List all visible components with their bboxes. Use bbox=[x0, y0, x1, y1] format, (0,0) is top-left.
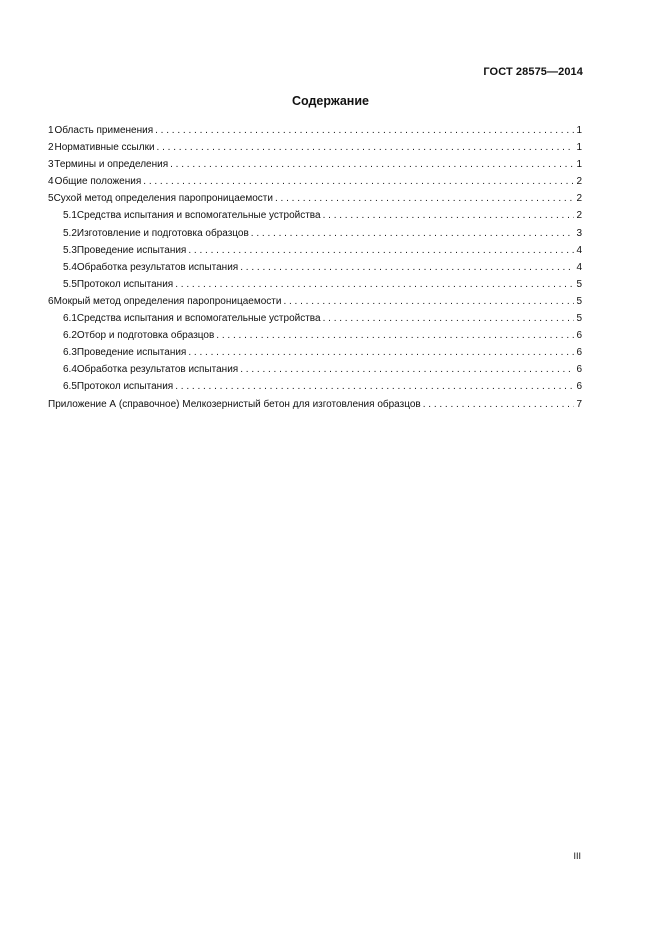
toc-title: Содержание bbox=[291, 94, 369, 108]
toc-leader-dots bbox=[155, 122, 574, 139]
toc-entry-text: Проведение испытания bbox=[76, 244, 187, 256]
toc-entry-number: 6.2 bbox=[63, 330, 77, 342]
toc-entry-page: 3 bbox=[576, 227, 582, 239]
toc-entry[interactable] bbox=[48, 293, 582, 310]
toc-entry-text: Средства испытания и вспомогательные устройства bbox=[76, 210, 321, 222]
toc-entry-page: 5 bbox=[576, 278, 582, 290]
toc-leader-dots bbox=[175, 276, 574, 293]
toc-entry-text: Приложение А (справочное) Мелкозернистый бетон для изготовления образцов bbox=[48, 398, 421, 410]
toc-entry[interactable] bbox=[48, 344, 582, 361]
toc-entry-page: 4 bbox=[576, 244, 582, 256]
toc-entry[interactable] bbox=[48, 225, 582, 242]
toc-entry-text: Проведение испытания bbox=[76, 347, 187, 359]
toc-entry-text: Обработка результатов испытания bbox=[76, 261, 239, 273]
toc-entry-text: Средства испытания и вспомогательные устройства bbox=[76, 313, 321, 325]
toc-entry-page: 7 bbox=[576, 398, 582, 410]
toc-entry-page: 6 bbox=[576, 347, 582, 359]
toc-entry-text: Отбор и подготовка образцов bbox=[76, 330, 215, 342]
toc-entry[interactable] bbox=[48, 259, 582, 276]
toc-entry-page: 1 bbox=[576, 142, 582, 154]
toc-entry-number: 1 bbox=[48, 125, 54, 136]
toc-entry-number: 5.2 bbox=[63, 227, 77, 239]
toc-leader-dots bbox=[423, 396, 575, 413]
toc-entry-text: Изготовление и подготовка образцов bbox=[76, 227, 249, 239]
toc-leader-dots bbox=[170, 156, 574, 173]
toc-entry-text: Мокрый метод определения паропроницаемости bbox=[53, 295, 282, 307]
toc-entry-number: 4 bbox=[48, 176, 54, 188]
toc-entry-number: 5.4 bbox=[63, 261, 77, 273]
toc-entry-number: 5.5 bbox=[63, 278, 77, 290]
toc-entry[interactable] bbox=[48, 156, 582, 173]
toc-entry[interactable] bbox=[48, 173, 582, 190]
toc-entry-page: 6 bbox=[576, 364, 582, 376]
toc-leader-dots bbox=[240, 361, 574, 378]
toc-entry-text: Сухой метод определения паропроницаемости bbox=[53, 193, 273, 205]
toc-leader-dots bbox=[188, 344, 574, 361]
toc-entry[interactable] bbox=[48, 139, 582, 156]
toc-leader-dots bbox=[143, 173, 574, 190]
standard-code: ГОСТ 28575—2014 bbox=[483, 66, 583, 78]
toc-leader-dots bbox=[275, 190, 574, 207]
toc-entry-page: 1 bbox=[576, 125, 582, 136]
toc-entry-page: 4 bbox=[576, 261, 582, 273]
toc-leader-dots bbox=[175, 378, 574, 395]
toc-entry[interactable] bbox=[48, 207, 582, 224]
toc-entry-appendix[interactable] bbox=[48, 396, 582, 413]
toc-entry-page: 5 bbox=[576, 313, 582, 325]
toc-leader-dots bbox=[157, 139, 575, 156]
toc-entry[interactable] bbox=[48, 122, 582, 139]
toc-leader-dots bbox=[323, 207, 575, 224]
toc-entry-text: Область применения bbox=[54, 125, 154, 136]
toc-entry-text: Протокол испытания bbox=[76, 278, 174, 290]
toc-entry-number: 5 bbox=[48, 193, 54, 205]
toc-entry-number: 3 bbox=[48, 159, 54, 171]
toc-leader-dots bbox=[216, 327, 574, 344]
toc-entry-number: 6.4 bbox=[63, 364, 77, 376]
toc-leader-dots bbox=[240, 259, 574, 276]
toc-entry[interactable] bbox=[48, 310, 582, 327]
toc-leader-dots bbox=[251, 225, 575, 242]
toc-entry-page: 2 bbox=[576, 193, 582, 205]
toc-entry[interactable] bbox=[48, 361, 582, 378]
toc-leader-dots bbox=[323, 310, 575, 327]
toc-entry-page: 6 bbox=[576, 330, 582, 342]
toc-leader-dots bbox=[283, 293, 574, 310]
toc-entry[interactable] bbox=[48, 242, 582, 259]
toc-entry-text: Общие положения bbox=[54, 176, 142, 188]
toc-entry[interactable] bbox=[48, 276, 582, 293]
toc-entry-text: Протокол испытания bbox=[76, 381, 174, 393]
toc-leader-dots bbox=[188, 242, 574, 259]
toc-entry-number: 6.3 bbox=[63, 347, 77, 359]
page-number: III bbox=[573, 851, 581, 861]
toc-entry-number: 6.1 bbox=[63, 313, 77, 325]
toc-entry-number: 6.5 bbox=[63, 381, 77, 393]
toc-entry-number: 2 bbox=[48, 142, 54, 154]
table-of-contents bbox=[48, 122, 582, 413]
toc-entry[interactable] bbox=[48, 327, 582, 344]
toc-entry-page: 6 bbox=[576, 381, 582, 393]
toc-entry-text: Нормативные ссылки bbox=[54, 142, 155, 154]
toc-entry-text: Термины и определения bbox=[54, 159, 169, 171]
toc-entry[interactable] bbox=[48, 190, 582, 207]
toc-entry[interactable] bbox=[48, 378, 582, 395]
toc-entry-page: 1 bbox=[576, 159, 582, 171]
toc-entry-number: 5.3 bbox=[63, 244, 77, 256]
toc-entry-page: 5 bbox=[576, 295, 582, 307]
toc-entry-text: Обработка результатов испытания bbox=[76, 364, 239, 376]
toc-entry-page: 2 bbox=[576, 210, 582, 222]
toc-entry-number: 6 bbox=[48, 295, 54, 307]
toc-entry-page: 2 bbox=[576, 176, 582, 188]
toc-entry-number: 5.1 bbox=[63, 210, 77, 222]
